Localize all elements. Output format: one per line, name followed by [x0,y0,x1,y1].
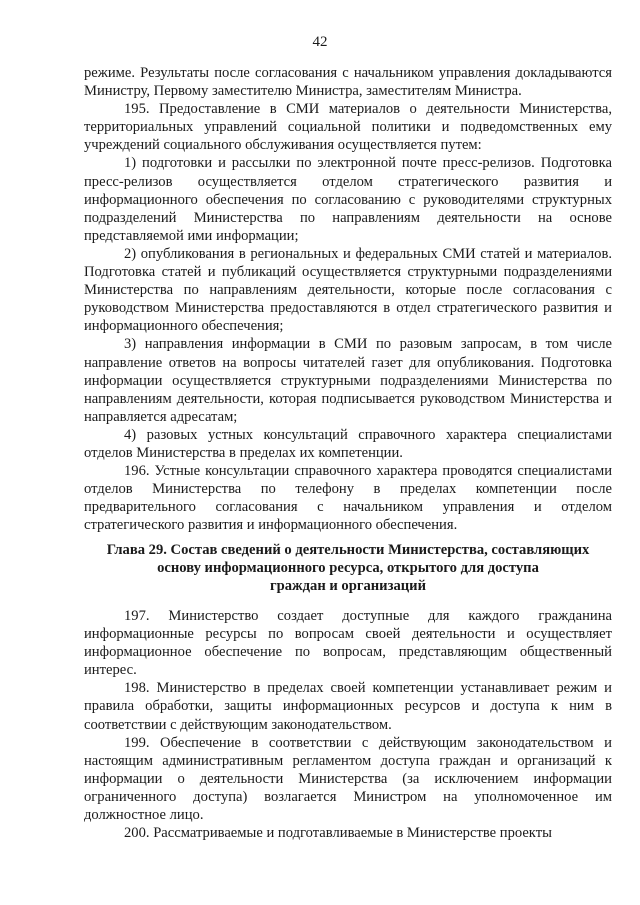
top-text-block [84,64,612,534]
chapter-title-line: основу информационного ресурса, открытого для доступа [157,560,539,577]
page-number: 42 [312,34,328,50]
paragraph-195: 195. Предоставление в СМИ материалов о деятельности Министерства, территориальных управлений социальной политики и подведомственных ему учреждений социального обслуживания осуществляется путем: [84,101,612,154]
paragraph-197: 197. Министерство создает доступные для каждого гражданина информационные ресурсы по вопросам своей деятельности и осуществляет информационное обеспечение по вопросам, представляющим общественный интерес. [84,608,612,679]
chapter-title-line: граждан и организаций [270,578,426,595]
paragraph-196: 196. Устные консультации справочного характера проводятся специалистами отделов Министерства по телефону в пределах компетенции после предварительного согласования с начальником управления и отделом стратегического развития и информационного обеспечения. [84,463,612,534]
paragraph-195-item-4: 4) разовых устных консультаций справочного характера специалистами отделов Министерства в пределах их компетенции. [84,426,612,461]
paragraph-195-item-3: 3) направления информации в СМИ по разовым запросам, в том числе направление ответов на вопросы читателей газет для опубликования. Подготовка информации осуществляется структурными подразделениями Министерства по направлениям деятельности, которая подписывается руководством Министерства и направляется адресатам; [84,336,612,425]
paragraph-198: 198. Министерство в пределах своей компетенции устанавливает режим и правила обработки, защиты информационных ресурсов и доступа к ним в соответствии с действующим законодательством. [84,680,612,733]
bottom-text-block [84,607,612,842]
paragraph-195-item-1: 1) подготовки и рассылки по электронной почте пресс-релизов. Подготовка пресс-релизов осуществляется отделом стратегического развития и информационного обеспечения по согласованию с руководителями структурных подразделений Министерства по направлениям деятельности на основе представляемой ими информации; [84,155,612,244]
chapter-title [84,541,612,596]
chapter-title-line: Глава 29. Состав сведений о деятельности Министерства, составляющих [106,542,590,558]
paragraph-199: 199. Обеспечение в соответствии с действующим законодательством и настоящим административным регламентом доступа граждан и организаций к информации о деятельности Министерства (за исключением информации ограниченного доступа) возлагается Министром на уполномоченное им должностное лицо. [84,734,612,824]
paragraph-continuation: режиме. Результаты после согласования с начальником управления докладываются Министру, Первому заместителю Министра, заместителям Министра. [84,65,612,100]
paragraph-200: 200. Рассматриваемые и подготавливаемые в Министерстве проекты [124,825,552,842]
paragraph-195-item-2: 2) опубликования в региональных и федеральных СМИ статей и материалов. Подготовка статей и публикаций осуществляется структурными подразделениями Министерства по направлениям деятельности, которые после согласования с руководством Министерства предоставляются в отдел стратегического развития и информационного обеспечения; [84,245,612,335]
